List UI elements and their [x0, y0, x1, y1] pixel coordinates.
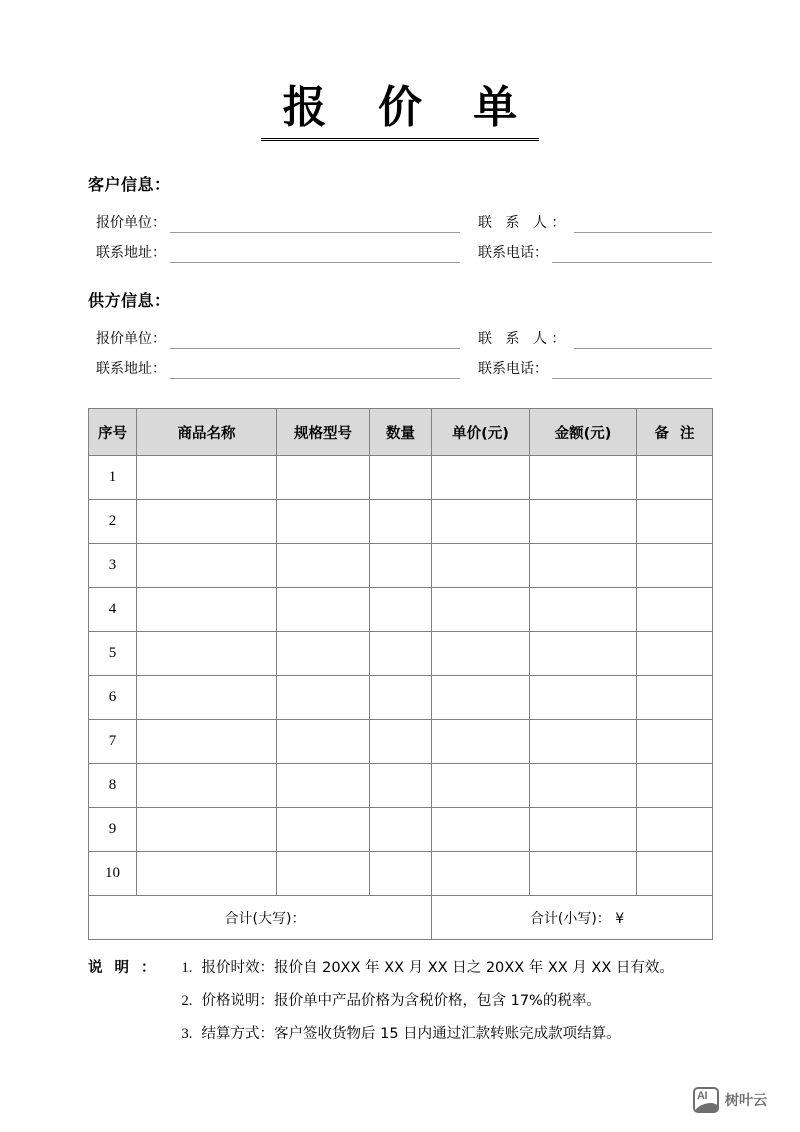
table-row [89, 676, 713, 720]
cell-name[interactable] [137, 808, 277, 852]
note-item [182, 952, 674, 985]
cell-note[interactable] [637, 852, 713, 896]
watermark-label: 树叶云 [725, 1093, 767, 1109]
cell-index: 7 [89, 720, 137, 764]
customer-company-input[interactable] [170, 215, 460, 233]
column-header-name: 商品名称 [137, 409, 277, 456]
note-number: 1. [181, 960, 193, 976]
page-title: 报 价 单 [261, 84, 540, 141]
supplier-info-section [88, 288, 712, 379]
column-header-amount: 金额(元) [530, 409, 637, 456]
supplier-field-address [88, 359, 460, 379]
page-title-container [0, 84, 800, 141]
cell-name[interactable] [137, 632, 277, 676]
customer-company-label: 报价单位： [96, 215, 166, 231]
cell-amount[interactable] [530, 720, 637, 764]
notes-label: 说明： [88, 960, 168, 976]
supplier-address-label: 联系地址： [96, 361, 166, 377]
cell-name[interactable] [137, 720, 277, 764]
cell-qty[interactable] [370, 720, 432, 764]
cell-note[interactable] [637, 632, 713, 676]
table-row [89, 456, 713, 500]
cell-index: 3 [89, 544, 137, 588]
supplier-row-1 [88, 319, 712, 349]
cell-model[interactable] [277, 500, 370, 544]
cell-price[interactable] [432, 632, 530, 676]
cell-amount[interactable] [530, 456, 637, 500]
cell-amount[interactable] [530, 632, 637, 676]
cell-amount[interactable] [530, 544, 637, 588]
customer-field-address [88, 243, 460, 263]
supplier-row-2 [88, 349, 712, 379]
total-uppercase-label: 合计(大写)： [89, 896, 432, 940]
table-row [89, 852, 713, 896]
cell-model[interactable] [277, 676, 370, 720]
quotation-items-table [88, 408, 713, 940]
column-header-model: 规格型号 [277, 409, 370, 456]
cell-price[interactable] [432, 720, 530, 764]
table-row [89, 720, 713, 764]
column-header-price: 单价(元) [432, 409, 530, 456]
note-text: 结算方式：客户签收货物后 15 日内通过汇款转账完成款项结算。 [201, 1026, 621, 1042]
cell-qty[interactable] [370, 500, 432, 544]
table-body [89, 456, 713, 940]
table-row [89, 764, 713, 808]
cell-amount[interactable] [530, 676, 637, 720]
cell-model[interactable] [277, 632, 370, 676]
supplier-phone-input[interactable] [552, 361, 712, 379]
note-text: 价格说明：报价单中产品价格为含税价格，包含 17%的税率。 [201, 993, 601, 1009]
cell-note[interactable] [637, 808, 713, 852]
customer-phone-input[interactable] [552, 245, 712, 263]
cell-price[interactable] [432, 588, 530, 632]
cell-model[interactable] [277, 720, 370, 764]
cell-index: 9 [89, 808, 137, 852]
cell-qty[interactable] [370, 544, 432, 588]
note-item [182, 1018, 674, 1051]
cell-price[interactable] [432, 764, 530, 808]
customer-info-heading: 客户信息： [88, 175, 171, 194]
cell-model[interactable] [277, 588, 370, 632]
cell-index: 10 [89, 852, 137, 896]
cell-name[interactable] [137, 456, 277, 500]
customer-info-section [88, 172, 712, 263]
notes-section [88, 952, 718, 1051]
table-row [89, 808, 713, 852]
cell-note[interactable] [637, 676, 713, 720]
supplier-field-contact [460, 329, 712, 349]
ai-icon-label: AI [697, 1090, 707, 1102]
cell-price[interactable] [432, 500, 530, 544]
cell-name[interactable] [137, 676, 277, 720]
table-header-row [89, 409, 713, 456]
column-header-index: 序号 [89, 409, 137, 456]
cell-price[interactable] [432, 808, 530, 852]
table-row [89, 632, 713, 676]
customer-field-company [88, 213, 460, 233]
cell-index: 2 [89, 500, 137, 544]
supplier-address-input[interactable] [170, 361, 460, 379]
cell-qty[interactable] [370, 808, 432, 852]
supplier-info-heading: 供方信息： [88, 291, 171, 310]
note-number: 2. [181, 993, 193, 1009]
customer-contact-input[interactable] [574, 215, 712, 233]
watermark [693, 1087, 767, 1113]
cell-name[interactable] [137, 588, 277, 632]
supplier-phone-label: 联系电话： [478, 361, 548, 377]
cell-qty[interactable] [370, 632, 432, 676]
cell-qty[interactable] [370, 588, 432, 632]
cell-price[interactable] [432, 456, 530, 500]
customer-field-contact [460, 213, 712, 233]
cell-name[interactable] [137, 544, 277, 588]
supplier-field-company [88, 329, 460, 349]
cell-qty[interactable] [370, 852, 432, 896]
customer-row-1 [88, 203, 712, 233]
cell-amount[interactable] [530, 500, 637, 544]
supplier-company-input[interactable] [170, 331, 460, 349]
cell-qty[interactable] [370, 456, 432, 500]
table-row [89, 588, 713, 632]
cell-note[interactable] [637, 544, 713, 588]
customer-field-phone [460, 243, 712, 263]
cell-index: 5 [89, 632, 137, 676]
cell-name[interactable] [137, 764, 277, 808]
cell-note[interactable] [637, 720, 713, 764]
customer-address-label: 联系地址： [96, 245, 166, 261]
cell-qty[interactable] [370, 764, 432, 808]
cell-model[interactable] [277, 456, 370, 500]
cell-model[interactable] [277, 852, 370, 896]
cell-name[interactable] [137, 852, 277, 896]
cell-price[interactable] [432, 852, 530, 896]
cell-index: 8 [89, 764, 137, 808]
ai-image-icon [693, 1087, 719, 1113]
supplier-company-label: 报价单位： [96, 331, 166, 347]
column-header-qty: 数量 [370, 409, 432, 456]
ai-icon-hill [693, 1103, 719, 1113]
supplier-contact-input[interactable] [574, 331, 712, 349]
cell-amount[interactable] [530, 852, 637, 896]
cell-index: 4 [89, 588, 137, 632]
table-total-row [89, 896, 713, 940]
cell-model[interactable] [277, 544, 370, 588]
cell-model[interactable] [277, 764, 370, 808]
cell-name[interactable] [137, 500, 277, 544]
cell-amount[interactable] [530, 764, 637, 808]
cell-amount[interactable] [530, 808, 637, 852]
note-item [182, 985, 674, 1018]
note-text: 报价时效：报价自 20XX 年 XX 月 XX 日之 20XX 年 XX 月 XX 日有效。 [201, 960, 674, 976]
customer-row-2 [88, 233, 712, 263]
cell-note[interactable] [637, 456, 713, 500]
table-header [89, 409, 713, 456]
column-header-note: 备 注 [637, 409, 713, 456]
note-number: 3. [181, 1026, 193, 1042]
cell-price[interactable] [432, 544, 530, 588]
total-lowercase-label: 合计(小写)： ¥ [432, 896, 713, 940]
cell-note[interactable] [637, 588, 713, 632]
cell-index: 1 [89, 456, 137, 500]
table-row [89, 544, 713, 588]
cell-note[interactable] [637, 500, 713, 544]
supplier-field-phone [460, 359, 712, 379]
cell-qty[interactable] [370, 676, 432, 720]
customer-address-input[interactable] [170, 245, 460, 263]
cell-index: 6 [89, 676, 137, 720]
customer-contact-label: 联 系 人： [478, 215, 570, 231]
cell-model[interactable] [277, 808, 370, 852]
supplier-contact-label: 联 系 人： [478, 331, 570, 347]
customer-phone-label: 联系电话： [478, 245, 548, 261]
cell-note[interactable] [637, 764, 713, 808]
notes-list [172, 952, 674, 1051]
table-row [89, 500, 713, 544]
cell-amount[interactable] [530, 588, 637, 632]
cell-price[interactable] [432, 676, 530, 720]
